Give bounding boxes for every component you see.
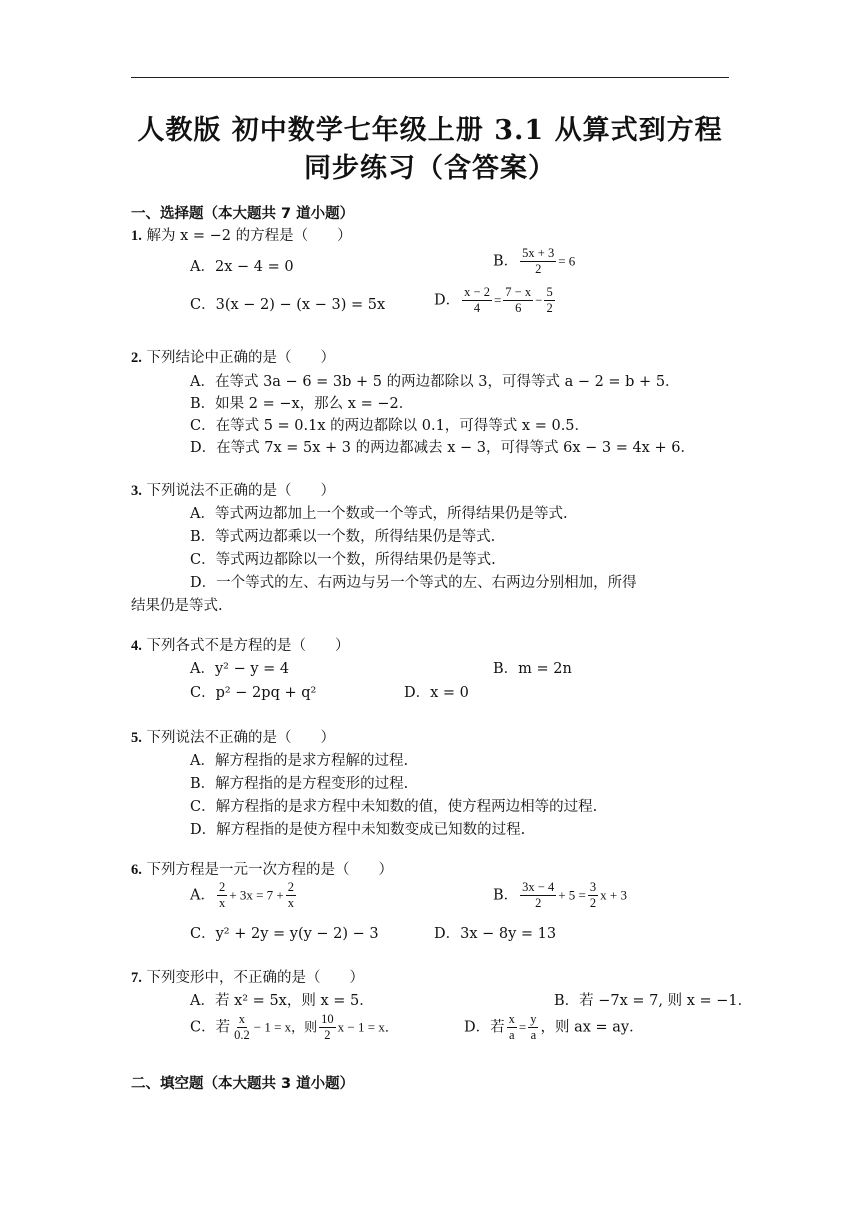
section-heading-choice: 一、选择题（本大题共 7 道小题） bbox=[131, 206, 355, 222]
q6-option-c: C．y² + 2y = y(y − 2) − 3 bbox=[190, 926, 379, 942]
q5-option-d: D．解方程指的是使方程中未知数变成已知数的过程. bbox=[190, 822, 526, 838]
q5-option-b: B．解方程指的是方程变形的过程. bbox=[190, 776, 409, 792]
q4-option-c: C．p² − 2pq + q² bbox=[190, 685, 317, 701]
q4-option-b: B．m = 2n bbox=[493, 661, 572, 677]
q1-option-b: B． $\frac{5x + 3}{2}$ = 6 bbox=[493, 246, 576, 276]
question-2: 2. 下列结论中正确的是（ ） bbox=[131, 350, 335, 366]
q7-option-d: D．若 $\frac{x}{a}$ = $\frac{y}{a}$ ，则 ax = ay． bbox=[464, 1012, 644, 1042]
q5-option-c: C．解方程指的是求方程中未知数的值，使方程两边相等的过程. bbox=[190, 799, 598, 815]
q2-option-b: B．如果 2 = −x，那么 x = −2． bbox=[190, 396, 414, 412]
page-title: 人教版 初中数学七年级上册 3.1 从算式到方程 bbox=[137, 115, 723, 146]
q6-option-a: A． $\frac{2}{x}$ + 3x = 7 + $\frac{2}{x}$ bbox=[190, 880, 294, 910]
q1-option-d: D． $\frac{x - 2}{4}$ = $\frac{7 - x}{6}$ − $\frac{5}{2}$ bbox=[434, 285, 553, 315]
q3-option-c: C．等式两边都除以一个数，所得结果仍是等式. bbox=[190, 552, 496, 568]
q4-option-d: D．x = 0 bbox=[404, 685, 469, 701]
question-1: 1. 解为 x = −2 的方程是（ ） bbox=[131, 228, 352, 244]
q2-option-d: D．在等式 7x = 5x + 3 的两边都减去 x − 3，可得等式 6x − 3 = 4x + 6． bbox=[190, 440, 695, 456]
q3-option-a: A．等式两边都加上一个数或一个等式，所得结果仍是等式. bbox=[190, 506, 568, 522]
q2-option-c: C．在等式 5 = 0.1x 的两边都除以 0.1，可得等式 x = 0.5． bbox=[190, 418, 590, 434]
q7-option-a: A．若 x² = 5x，则 x = 5． bbox=[190, 993, 374, 1009]
q7-option-c: C．若 $\frac{x}{0.2}$ − 1 = x，则 $\frac{10}{2}$ x − 1 = x． bbox=[190, 1012, 398, 1042]
q4-option-a: A．y² − y = 4 bbox=[190, 661, 290, 677]
q6-option-d: D．3x − 8y = 13 bbox=[434, 926, 557, 942]
section-heading-fill: 二、填空题（本大题共 3 道小题） bbox=[131, 1076, 355, 1092]
q3-option-b: B．等式两边都乘以一个数，所得结果仍是等式. bbox=[190, 529, 496, 545]
header-rule bbox=[131, 77, 729, 78]
q7-option-b: B．若 −7x = 7, 则 x = −1． bbox=[554, 993, 753, 1009]
page-subtitle: 同步练习（含答案） bbox=[304, 153, 556, 184]
question-3: 3. 下列说法不正确的是（ ） bbox=[131, 483, 335, 499]
question-7: 7. 下列变形中，不正确的是（ ） bbox=[131, 970, 364, 986]
q1-option-c: C．3(x − 2) − (x − 3) = 5x bbox=[190, 297, 386, 313]
q3-option-d-continued: 结果仍是等式. bbox=[131, 598, 223, 614]
q3-option-d: D．一个等式的左、右两边与另一个等式的左、右两边分别相加，所得 bbox=[190, 575, 637, 591]
question-5: 5. 下列说法不正确的是（ ） bbox=[131, 730, 335, 746]
question-6: 6. 下列方程是一元一次方程的是（ ） bbox=[131, 862, 393, 878]
q1-option-a: A．2x − 4 = 0 bbox=[190, 259, 294, 275]
question-4: 4. 下列各式不是方程的是（ ） bbox=[131, 638, 350, 654]
q2-option-a: A．在等式 3a − 6 = 3b + 5 的两边都除以 3，可得等式 a − 2 = b + 5． bbox=[190, 374, 680, 390]
q6-option-b: B． $\frac{3x - 4}{2}$ + 5 = $\frac{3}{2}$ x + 3 bbox=[493, 880, 627, 910]
q5-option-a: A．解方程指的是求方程解的过程. bbox=[190, 753, 409, 769]
